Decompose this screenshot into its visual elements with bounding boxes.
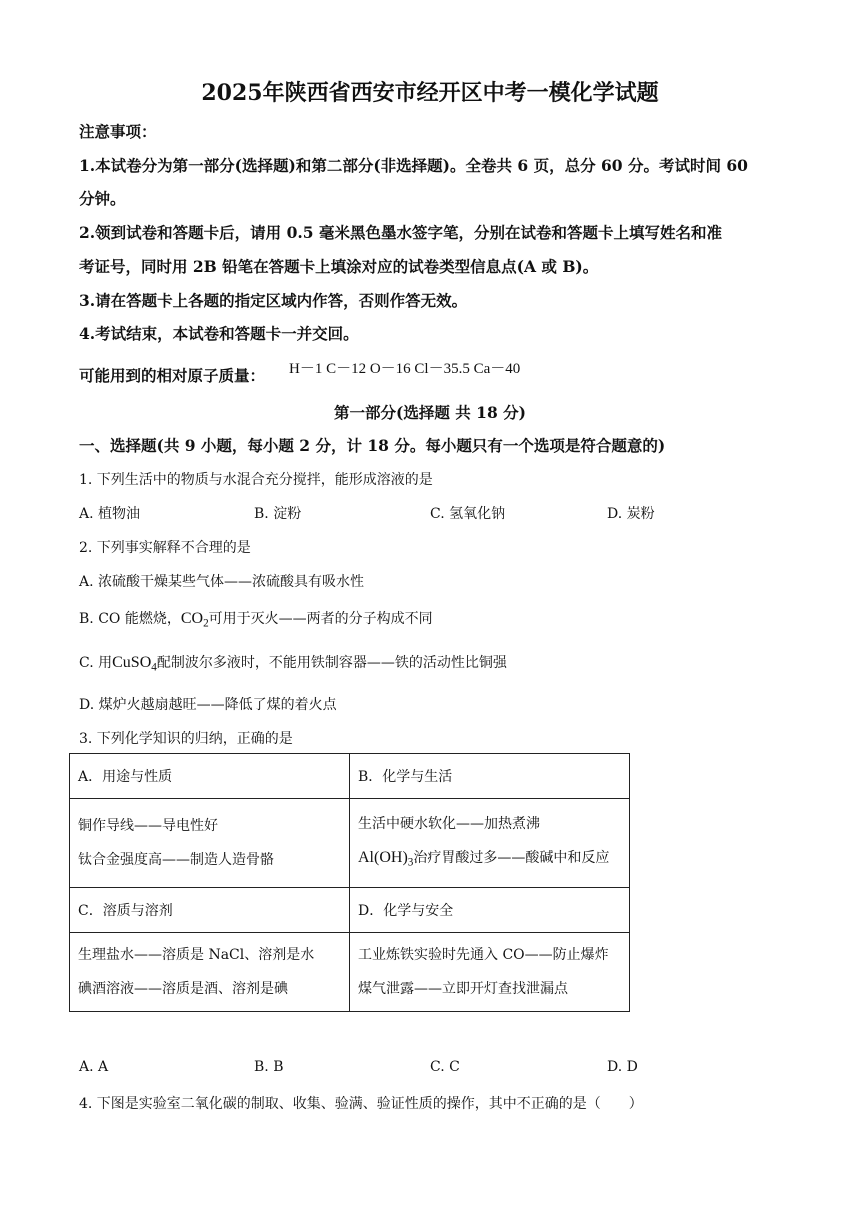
- q2-option-c-suffix: 配制波尔多液时，不能用铁制容器——铁的活动性比铜强: [156, 655, 507, 671]
- q2-option-a: A. 浓硫酸干燥某些气体——浓硫酸具有吸水性: [79, 574, 365, 590]
- table-b-line-1: 生活中硬水软化——加热煮沸: [358, 815, 540, 832]
- table-cell-c-head: C．溶质与溶剂: [70, 888, 350, 933]
- notice-item-3: 3.请在答题卡上各题的指定区域内作答，否则作答无效。: [79, 291, 468, 310]
- table-cell-d-head: D．化学与安全: [350, 888, 630, 933]
- table-cell-b-body: [350, 799, 630, 888]
- q3-option-a: A. A: [79, 1059, 109, 1075]
- notice-item-4: 4.考试结束，本试卷和答题卡一并交回。: [79, 324, 359, 343]
- exam-title: 2025年陕西省西安市经开区中考一模化学试题: [201, 80, 659, 106]
- table-cell-b-head: B．化学与生活: [350, 754, 630, 799]
- table-cell-a-body: [70, 799, 350, 888]
- atomic-mass-label: 可能用到的相对原子质量：: [79, 366, 266, 385]
- q3-option-d: D. D: [607, 1059, 638, 1075]
- table-d-line-2: 煤气泄露——立即开灯查找泄漏点: [358, 981, 568, 997]
- notice-heading: 注意事项：: [79, 122, 157, 141]
- table-c-line-2: 碘酒溶液——溶质是酒、溶剂是碘: [78, 981, 288, 997]
- notice-item-2-line-2: 考证号，同时用 2B 铅笔在答题卡上填涂对应的试卷类型信息点(A 或 B)。: [79, 257, 599, 276]
- q2-option-b-prefix: B. CO 能燃烧，: [79, 611, 181, 627]
- table-cell-a-head: A．用途与性质: [70, 754, 350, 799]
- section-1-heading: 一、选择题(共 9 小题，每小题 2 分，计 18 分。每小题只有一个选项是符合题意的): [79, 436, 666, 455]
- atomic-mass-values: H－1 C－12 O－16 Cl－35.5 Ca－40: [289, 361, 521, 377]
- notice-item-1-line-1: 1.本试卷分为第一部分(选择题)和第二部分(非选择题)。全卷共 6 页，总分 60 分。考试时间 60: [79, 156, 748, 175]
- q4-stem: 4. 下图是实验室二氧化碳的制取、收集、验满、验证性质的操作，其中不正确的是（ ）: [79, 1096, 643, 1112]
- q2-option-c-prefix: C. 用: [79, 655, 113, 671]
- notice-item-1-line-2: 分钟。: [79, 189, 126, 208]
- q1-option-b: B. 淀粉: [254, 506, 302, 522]
- cuso4-formula: CuSO$_4$: [112, 654, 157, 674]
- q1-option-d: D. 炭粉: [607, 506, 655, 522]
- q2-stem: 2. 下列事实解释不合理的是: [79, 540, 251, 556]
- part-1-heading: 第一部分(选择题 共 18 分): [334, 403, 526, 422]
- q1-option-a: A. 植物油: [79, 506, 141, 522]
- q3-knowledge-table: [69, 753, 630, 1012]
- q3-stem: 3. 下列化学知识的归纳，正确的是: [79, 731, 293, 747]
- aloh3-formula: $Al(OH)_3$: [358, 848, 414, 869]
- q3-option-c: C. C: [430, 1059, 460, 1075]
- q1-option-c: C. 氢氧化钠: [430, 506, 506, 522]
- co2-formula: $CO_2$: [180, 610, 209, 630]
- q1-stem: 1. 下列生活中的物质与水混合充分搅拌，能形成溶液的是: [79, 472, 433, 488]
- table-cell-c-body: [70, 933, 350, 1012]
- q2-option-c: [79, 652, 507, 673]
- notice-item-2-line-1: 2.领到试卷和答题卡后，请用 0.5 毫米黑色墨水签字笔，分别在试卷和答题卡上填写姓名和准: [79, 223, 722, 242]
- table-cell-d-body: [350, 933, 630, 1012]
- q2-option-b: [79, 608, 433, 629]
- table-c-line-1: 生理盐水——溶质是 NaCl、溶剂是水: [78, 947, 315, 963]
- table-a-line-2: 钛合金强度高——制造人造骨骼: [78, 852, 274, 868]
- q2-option-d: D. 煤炉火越扇越旺——降低了煤的着火点: [79, 697, 337, 713]
- q2-option-b-suffix: 可用于灭火——两者的分子构成不同: [208, 611, 433, 627]
- table-a-line-1: 铜作导线——导电性好: [78, 818, 218, 834]
- table-d-line-1: 工业炼铁实验时先通入 CO——防止爆炸: [358, 947, 609, 963]
- table-b-line-2: $Al(OH)_3$治疗胃酸过多——酸碱中和反应: [358, 848, 610, 869]
- q3-option-b: B. B: [254, 1059, 284, 1075]
